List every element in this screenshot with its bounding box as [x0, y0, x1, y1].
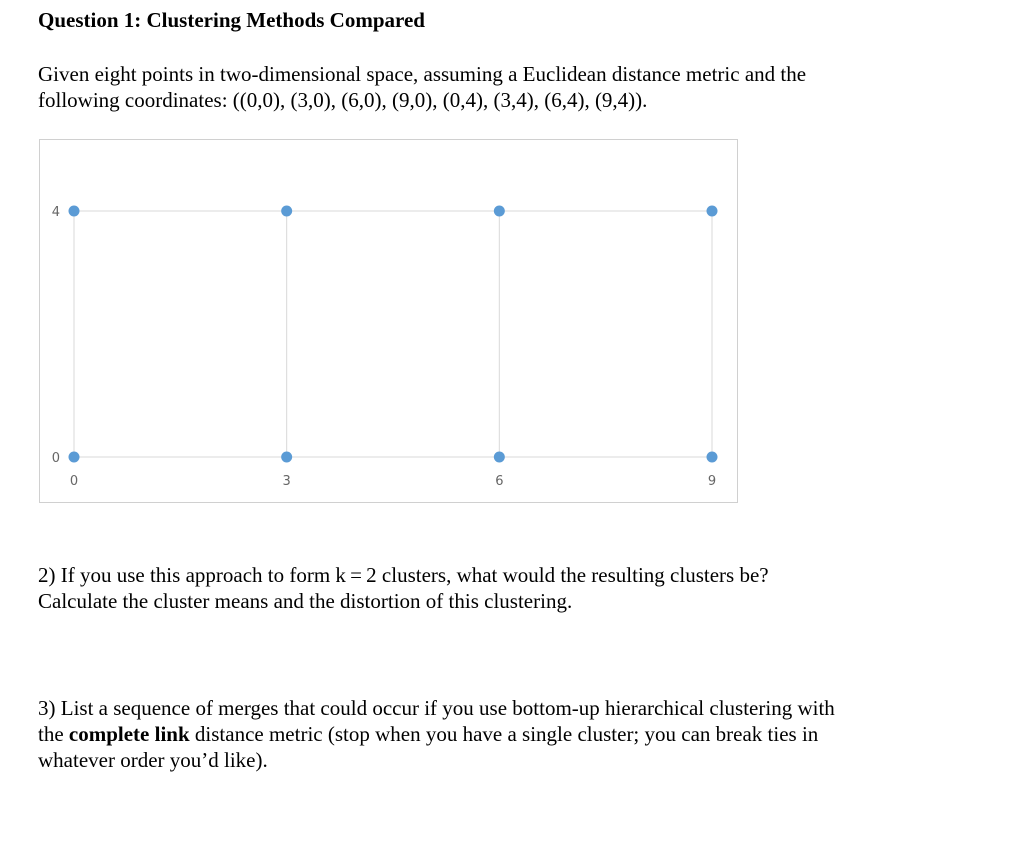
data-point — [69, 452, 80, 463]
x-tick-label: 3 — [282, 474, 291, 489]
part-2-line-1: 2) If you use this approach to form k = 2 clusters, what would the resulting clusters be? — [38, 563, 769, 587]
part-3-line-2-start: the — [38, 722, 69, 746]
x-tick-label: 6 — [495, 474, 504, 489]
data-point — [69, 206, 80, 217]
x-tick-label: 0 — [69, 474, 79, 489]
part-3-line-1: 3) List a sequence of merges that could occur if you use bottom-up hierarchical clustering with — [38, 696, 835, 720]
scatter-plot-svg — [40, 140, 739, 504]
x-tick-label: 9 — [707, 474, 717, 489]
data-point — [707, 206, 718, 217]
part-3-question — [38, 695, 835, 773]
data-point — [707, 452, 718, 463]
part-2-line-2: Calculate the cluster means and the distortion of this clustering. — [38, 589, 573, 613]
question-intro — [38, 61, 806, 113]
intro-line-2: following coordinates: ((0,0), (3,0), (6,0), (9,0), (0,4), (3,4), (6,4), (9,4)). — [38, 88, 648, 112]
data-point — [494, 206, 505, 217]
y-tick-label: 4 — [51, 205, 60, 220]
part-3-line-3: whatever order you’d like). — [38, 748, 268, 772]
part-3-line-2-end: distance metric (stop when you have a single cluster; you can break ties in — [189, 722, 819, 746]
data-points — [69, 206, 718, 463]
scatter-chart — [39, 139, 738, 503]
data-point — [281, 206, 292, 217]
intro-line-1: Given eight points in two-dimensional space, assuming a Euclidean distance metric and the — [38, 62, 807, 86]
x-axis-tick-labels — [70, 474, 716, 489]
part-2-question — [38, 562, 769, 614]
question-title: Question 1: Clustering Methods Compared — [38, 8, 425, 32]
data-point — [281, 452, 292, 463]
y-tick-label: 0 — [51, 451, 60, 466]
part-3-line-2 — [38, 721, 835, 747]
y-axis-tick-labels — [52, 205, 60, 466]
grid-lines — [74, 211, 712, 457]
complete-link-term: complete link — [68, 722, 190, 746]
data-point — [494, 452, 505, 463]
